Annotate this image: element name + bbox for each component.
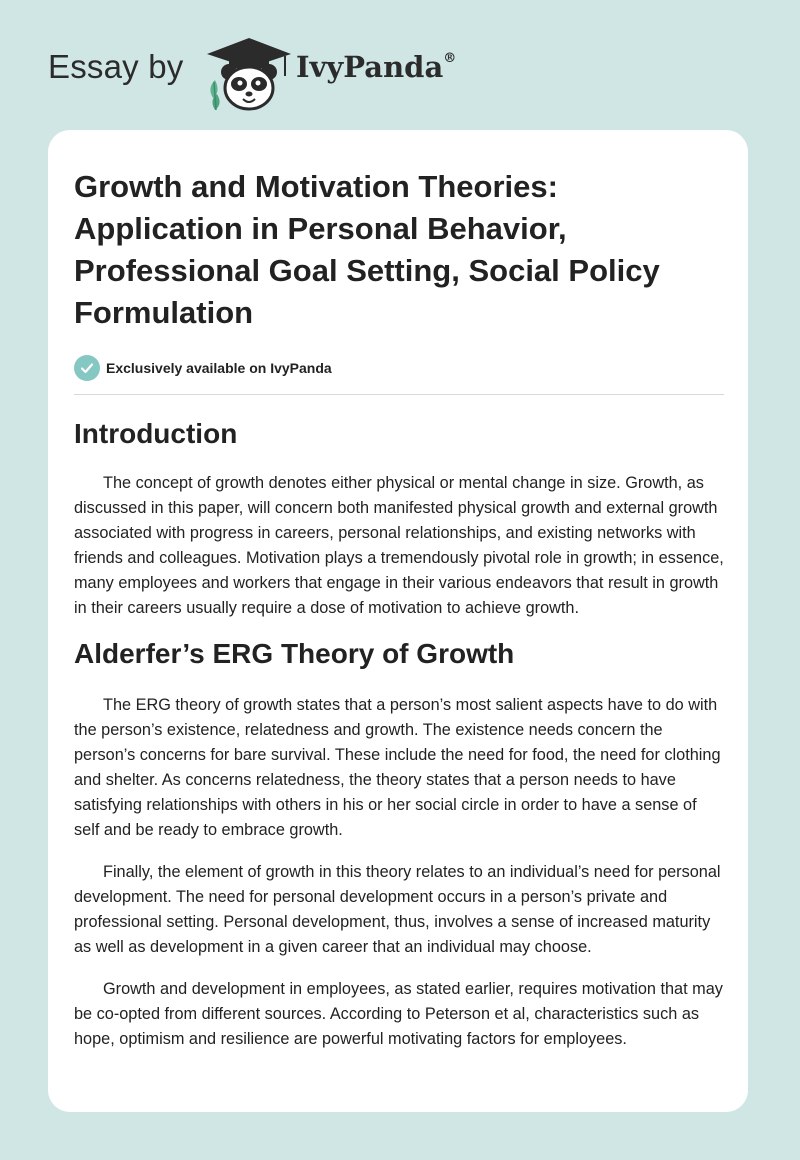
paragraph: Growth and development in employees, as stated earlier, requires motivation that may be co-opted from different sources. According to Peterson et al, characteristics such as hope, optimism and resilience are powerful motivating factors for employees. bbox=[74, 980, 723, 1048]
paragraph: Finally, the element of growth in this theory relates to an individual’s need for personal development. The need for personal development occurs in a person’s private and professional setting. Personal development, thus, involves a sense of increased maturity as well as development in a given career that an individual may choose. bbox=[74, 863, 721, 956]
brand-name[interactable]: IvyPanda® bbox=[296, 50, 457, 84]
essay-card bbox=[48, 130, 748, 1112]
panda-logo-icon[interactable] bbox=[203, 36, 295, 112]
paragraph: The concept of growth denotes either physical or mental change in size. Growth, as discussed in this paper, will concern both manifested physical growth and external growth associated with progress in careers, personal relationships, and existing networks with friends and colleagues. Motivation plays a tremendously pivotal role in growth; in essence, many employees and workers that engage in their various endeavors that result in growth in their careers usually require a dose of motivation to achieve growth. bbox=[74, 474, 724, 617]
section-heading-introduction: Introduction bbox=[74, 418, 238, 449]
exclusive-badge bbox=[74, 354, 724, 382]
divider bbox=[74, 394, 724, 395]
essay-title: Growth and Motivation Theories: Application in Personal Behavior, Professional Goal Setting, Social Policy Formulation bbox=[74, 169, 660, 330]
section-heading-erg-theory: Alderfer’s ERG Theory of Growth bbox=[74, 638, 515, 669]
exclusive-label: Exclusively available on IvyPanda bbox=[106, 360, 332, 376]
paragraph: The ERG theory of growth states that a person’s most salient aspects have to do with the person’s existence, relatedness and growth. The existence needs concern the person’s concerns for bare survival. These include the need for food, the need for clothing and shelter. As concerns relatedness, the theory states that a person needs to have satisfying relationships with others in his or her social circle in order to have a sense of self and be ready to embrace growth. bbox=[74, 696, 721, 839]
essay-by-label: Essay by bbox=[48, 48, 184, 85]
registered-mark: ® bbox=[443, 51, 457, 67]
check-icon bbox=[74, 355, 100, 381]
site-header bbox=[48, 36, 568, 112]
